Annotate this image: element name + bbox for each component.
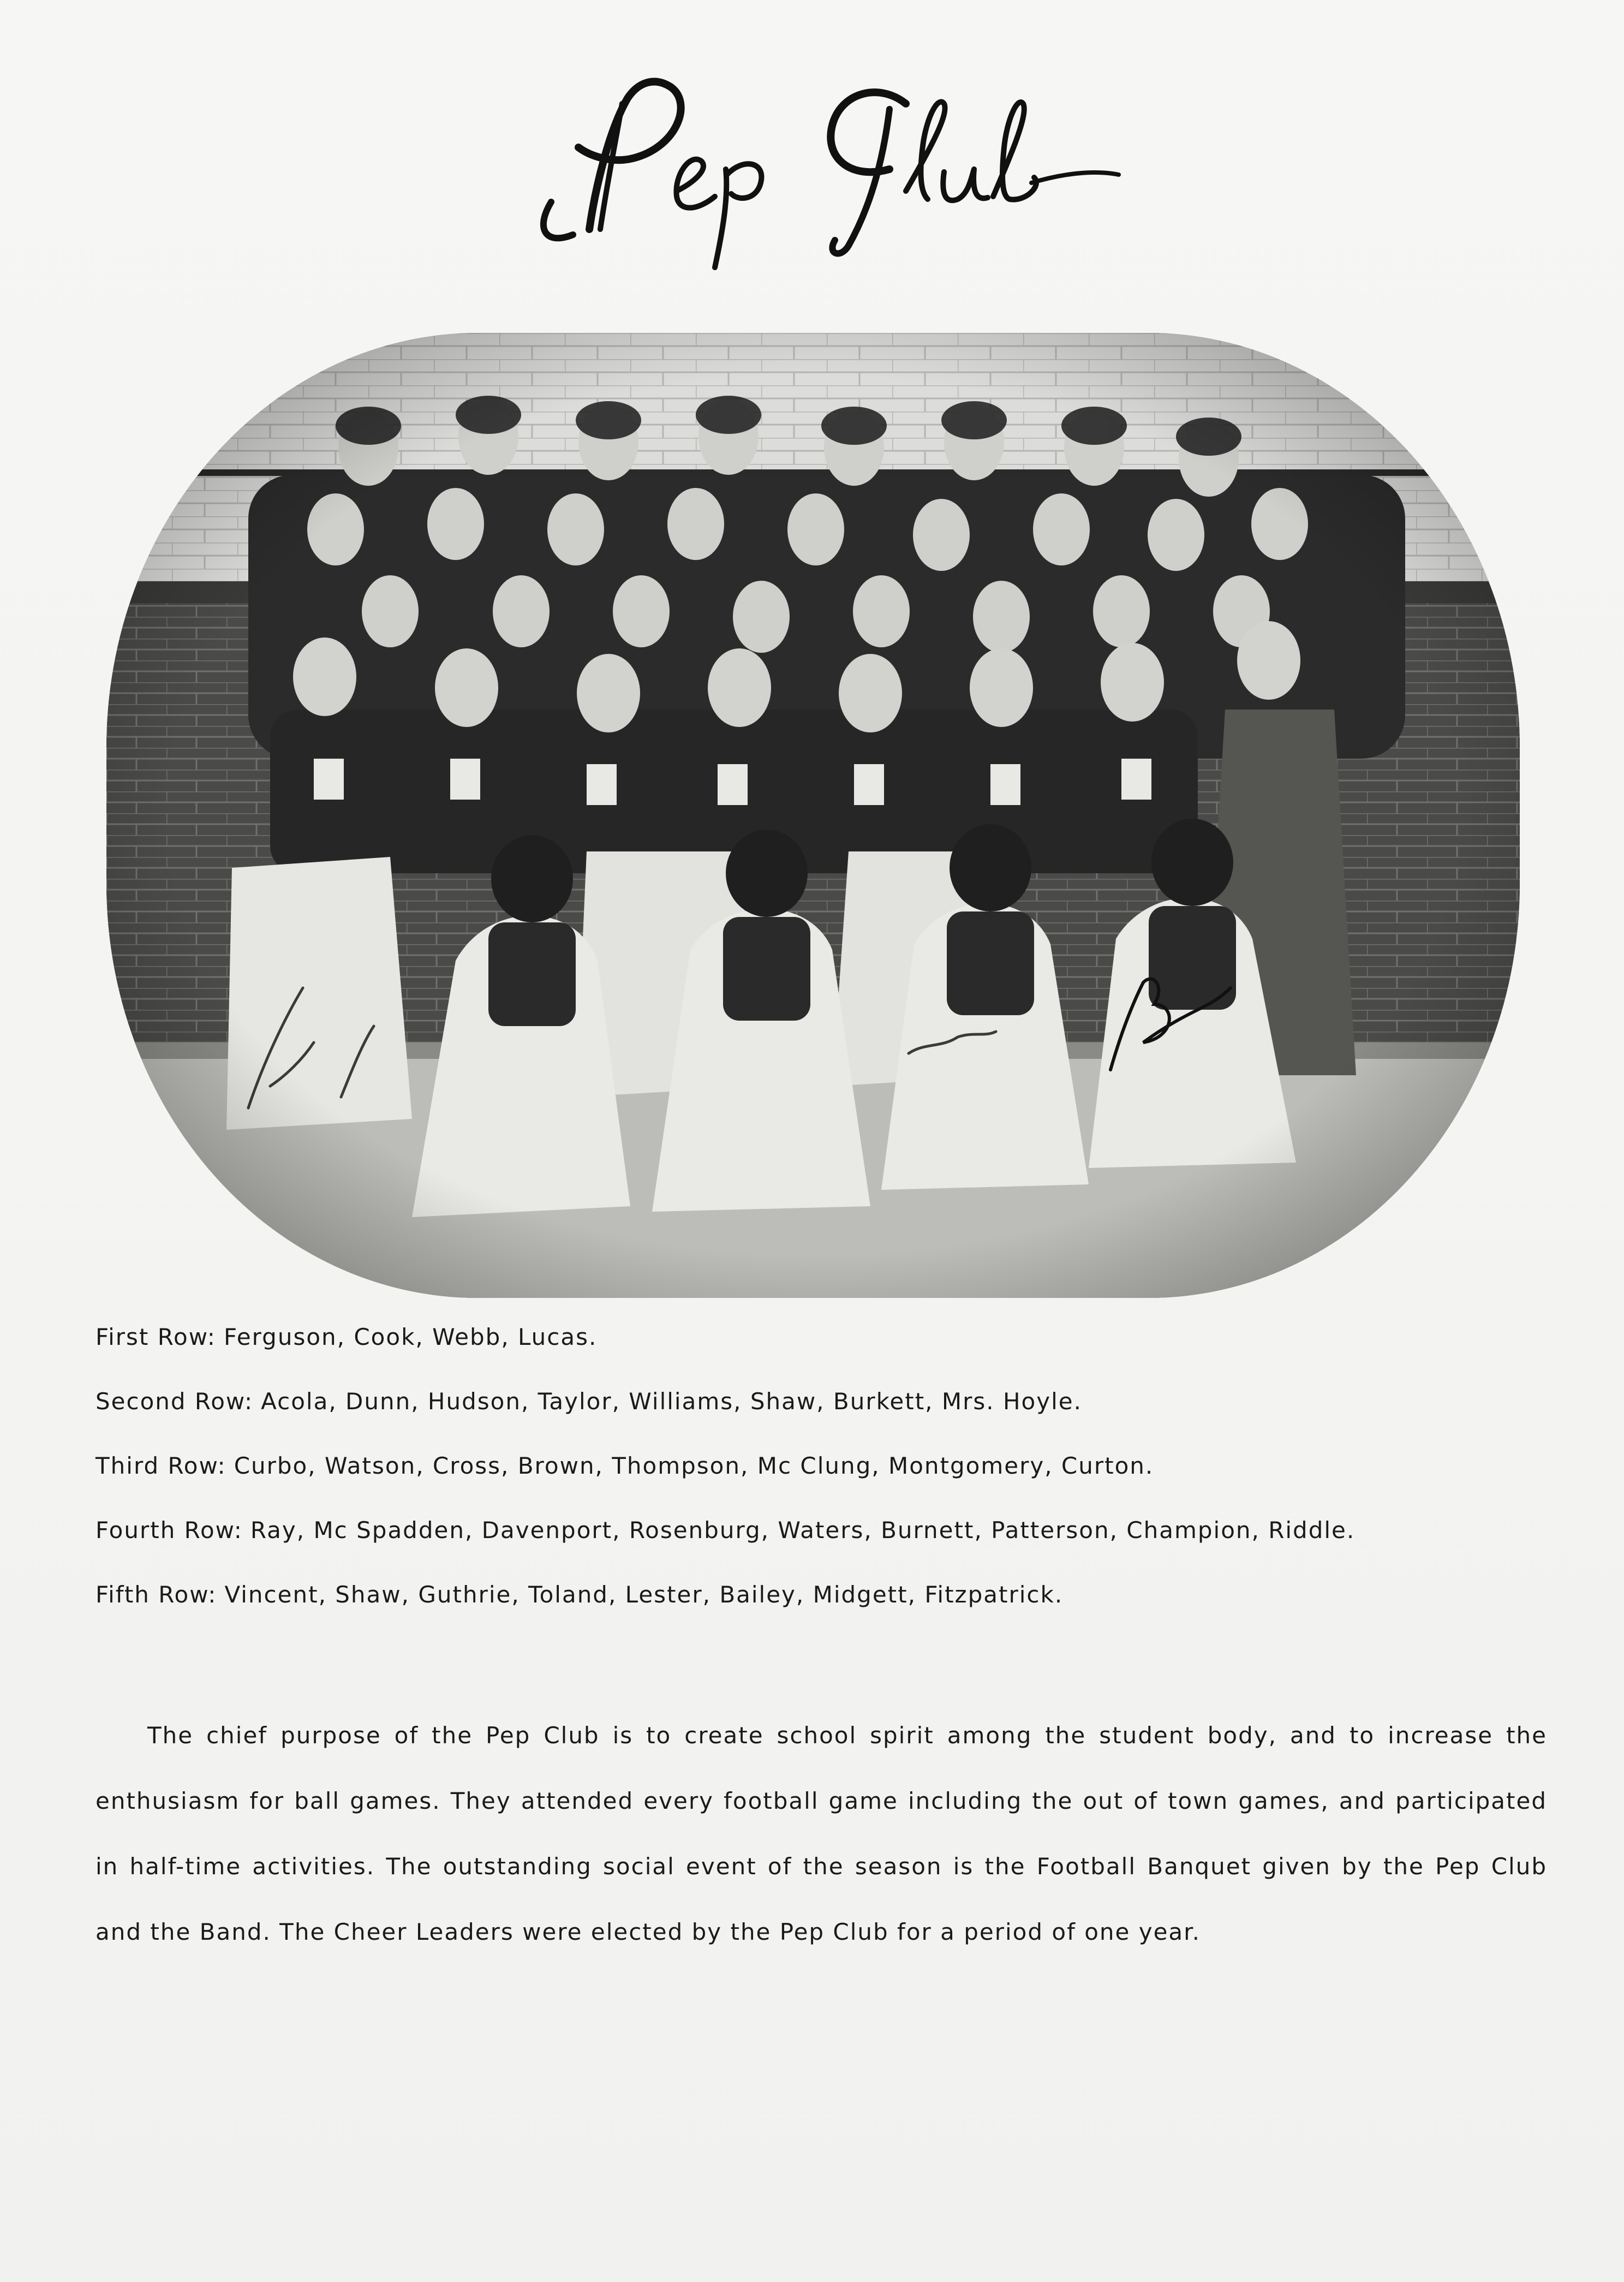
row-line-first bbox=[95, 1321, 1558, 1354]
row-line-fourth bbox=[95, 1514, 1558, 1547]
row-label: Fourth Row: bbox=[95, 1517, 243, 1544]
row-names: Ray, Mc Spadden, Davenport, Rosenburg, Waters, Burnett, Patterson, Champion, Riddle. bbox=[250, 1517, 1356, 1544]
row-names: Curbo, Watson, Cross, Brown, Thompson, Mc Clung, Montgomery, Curton. bbox=[234, 1452, 1154, 1479]
club-description bbox=[95, 1703, 1547, 1965]
row-line-third bbox=[95, 1450, 1558, 1482]
row-label: Third Row: bbox=[95, 1452, 226, 1479]
row-names: Ferguson, Cook, Webb, Lucas. bbox=[223, 1324, 598, 1350]
row-line-second bbox=[95, 1385, 1558, 1418]
group-photo bbox=[106, 333, 1520, 1298]
page-title bbox=[513, 65, 1124, 273]
description-paragraph: The chief purpose of the Pep Club is to create school spirit among the student body, and to increase the enthusiasm for ball games. They attended every football game including the out of town games, and participated in half-time activities. The outstanding social event of the season is the Football Banquet given by the Pep Club and the Band. The Cheer Leaders were elected by the Pep Club for a period of one year. bbox=[95, 1722, 1547, 1945]
row-label: Second Row: bbox=[95, 1388, 254, 1415]
row-names: Vincent, Shaw, Guthrie, Toland, Lester, Bailey, Midgett, Fitzpatrick. bbox=[224, 1581, 1064, 1608]
row-line-fifth bbox=[95, 1578, 1558, 1611]
row-label: Fifth Row: bbox=[95, 1581, 217, 1608]
row-names: Acola, Dunn, Hudson, Taylor, Williams, Shaw, Burkett, Mrs. Hoyle. bbox=[261, 1388, 1082, 1415]
row-label: First Row: bbox=[95, 1324, 216, 1350]
row-names-list bbox=[95, 1321, 1558, 1643]
